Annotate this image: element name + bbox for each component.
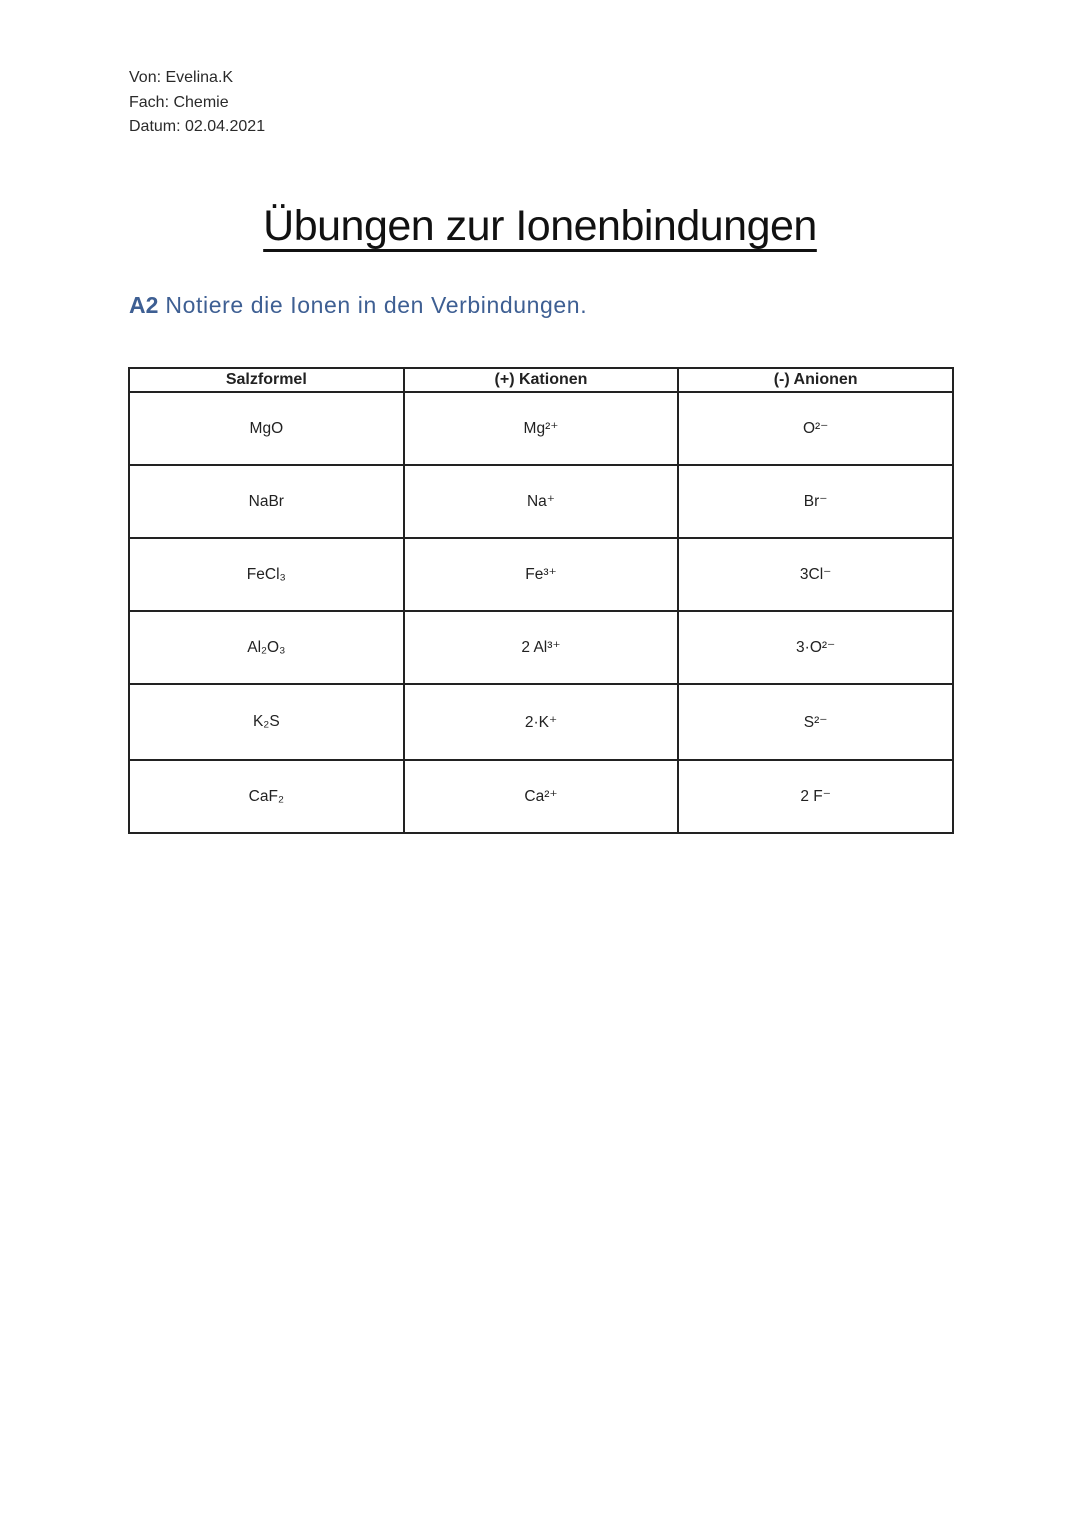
cell-salzformel: CaF₂ [129, 760, 404, 833]
page-title-text: Übungen zur Ionenbindungen [263, 202, 817, 250]
page-title [0, 202, 1080, 251]
author-line: Von: Evelina.K [129, 69, 234, 86]
cell-anion: S²⁻ [678, 684, 953, 760]
cell-salzformel: K₂S [129, 684, 404, 760]
ions-table [128, 367, 954, 834]
cell-salzformel: FeCl₃ [129, 538, 404, 611]
cell-kation: Ca²⁺ [404, 760, 679, 833]
task-number: A2 [129, 292, 159, 318]
cell-anion: 3Cl⁻ [678, 538, 953, 611]
cell-salzformel: Al₂O₃ [129, 611, 404, 684]
cell-kation: Fe³⁺ [404, 538, 679, 611]
task-heading [129, 292, 587, 319]
cell-salzformel: NaBr [129, 465, 404, 538]
column-header-salzformel: Salzformel [129, 368, 404, 392]
cell-kation: Mg²⁺ [404, 392, 679, 465]
column-header-kationen: (+) Kationen [404, 368, 679, 392]
task-text: Notiere die Ionen in den Verbindungen. [165, 292, 588, 318]
cell-anion: 2 F⁻ [678, 760, 953, 833]
table-row [129, 538, 953, 611]
table-row [129, 465, 953, 538]
cell-anion: Br⁻ [678, 465, 953, 538]
cell-anion: O²⁻ [678, 392, 953, 465]
column-header-anionen: (-) Anionen [678, 368, 953, 392]
cell-kation: 2·K⁺ [404, 684, 679, 760]
cell-salzformel: MgO [129, 392, 404, 465]
document-header [129, 66, 265, 140]
cell-kation: 2 Al³⁺ [404, 611, 679, 684]
table-row [129, 684, 953, 760]
cell-kation: Na⁺ [404, 465, 679, 538]
table-row [129, 760, 953, 833]
subject-line: Fach: Chemie [129, 93, 229, 111]
date-line: Datum: 02.04.2021 [129, 118, 266, 135]
cell-anion: 3·O²⁻ [678, 611, 953, 684]
table-header-row [129, 368, 953, 392]
table-row [129, 611, 953, 684]
table-row [129, 392, 953, 465]
